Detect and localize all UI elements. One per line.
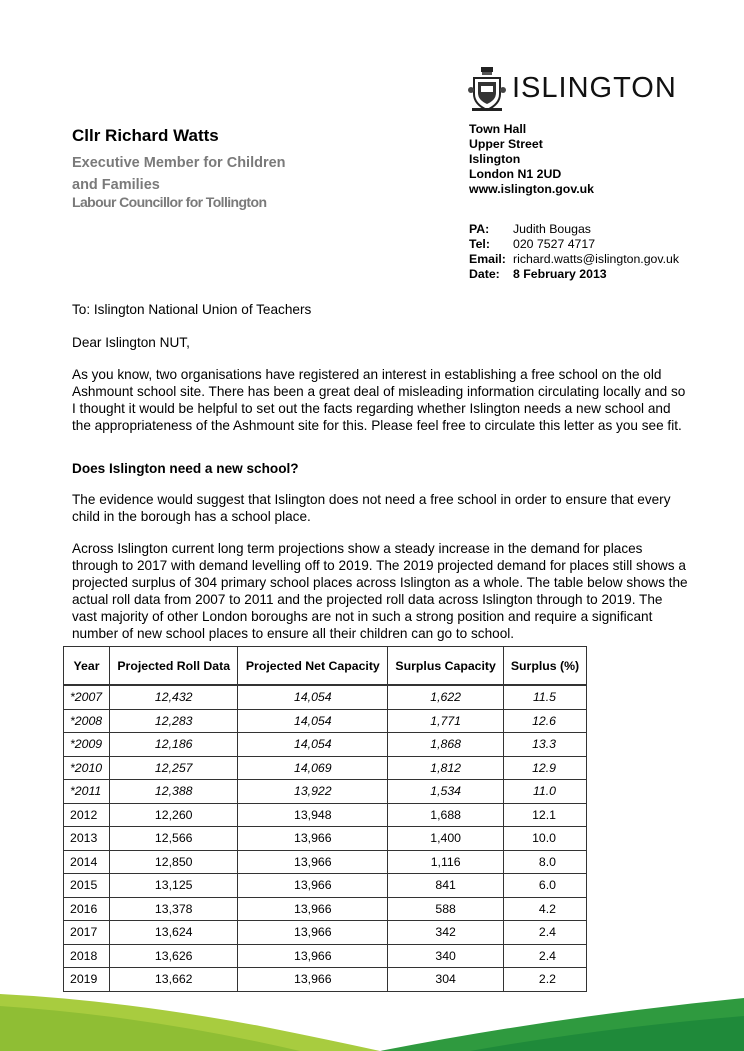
cell-capacity: 13,966 <box>238 897 388 921</box>
address-line: Upper Street <box>469 137 543 151</box>
column-header-surplus: Surplus Capacity <box>388 647 504 686</box>
cell-year: 2014 <box>64 850 110 874</box>
cell-roll: 13,378 <box>110 897 238 921</box>
column-header-year: Year <box>64 647 110 686</box>
contact-value: Judith Bougas <box>513 222 591 236</box>
cell-roll: 12,388 <box>110 780 238 804</box>
cell-roll: 13,624 <box>110 921 238 945</box>
contact-label: Email: <box>469 252 506 266</box>
cell-roll: 12,432 <box>110 685 238 709</box>
sender-role <box>72 152 372 196</box>
table-body <box>64 685 587 991</box>
cell-capacity: 14,069 <box>238 756 388 780</box>
cell-capacity: 13,966 <box>238 850 388 874</box>
contact-email <box>469 252 679 267</box>
table-row <box>64 850 587 874</box>
cell-roll: 13,662 <box>110 968 238 992</box>
cell-capacity: 13,966 <box>238 874 388 898</box>
contact-label: Tel: <box>469 237 490 251</box>
table-row <box>64 756 587 780</box>
cell-surplus-pct: 13.3 <box>504 733 587 757</box>
cell-roll: 12,566 <box>110 827 238 851</box>
cell-surplus-pct: 12.6 <box>504 709 587 733</box>
table-row <box>64 709 587 733</box>
cell-year: *2007 <box>64 685 110 709</box>
cell-year: *2010 <box>64 756 110 780</box>
cell-surplus: 841 <box>388 874 504 898</box>
contact-pa <box>469 222 679 237</box>
cell-year: 2012 <box>64 803 110 827</box>
contact-value: 020 7527 4717 <box>513 237 596 251</box>
table-row <box>64 780 587 804</box>
cell-surplus-pct: 11.0 <box>504 780 587 804</box>
table-row <box>64 803 587 827</box>
column-header-roll: Projected Roll Data <box>110 647 238 686</box>
cell-surplus: 1,116 <box>388 850 504 874</box>
letter-date: 8 February 2013 <box>513 267 607 281</box>
cell-surplus: 1,400 <box>388 827 504 851</box>
email-link[interactable]: richard.watts@islington.gov.uk <box>513 252 680 266</box>
cell-surplus: 1,868 <box>388 733 504 757</box>
table-header-row <box>64 647 587 686</box>
cell-year: 2013 <box>64 827 110 851</box>
cell-capacity: 13,966 <box>238 827 388 851</box>
column-header-surplus-pct: Surplus (%) <box>504 647 587 686</box>
cell-surplus: 342 <box>388 921 504 945</box>
cell-roll: 13,626 <box>110 944 238 968</box>
cell-surplus-pct: 12.1 <box>504 803 587 827</box>
column-header-capacity: Projected Net Capacity <box>238 647 388 686</box>
table-row <box>64 944 587 968</box>
cell-roll: 12,283 <box>110 709 238 733</box>
cell-capacity: 13,922 <box>238 780 388 804</box>
cell-surplus-pct: 2.4 <box>504 921 587 945</box>
cell-roll: 12,257 <box>110 756 238 780</box>
cell-year: 2019 <box>64 968 110 992</box>
cell-capacity: 13,966 <box>238 968 388 992</box>
website-link[interactable]: www.islington.gov.uk <box>469 182 595 196</box>
cell-surplus-pct: 11.5 <box>504 685 587 709</box>
table-row <box>64 874 587 898</box>
section-heading: Does Islington need a new school? <box>72 461 299 476</box>
contact-tel <box>469 237 679 252</box>
contact-details <box>469 222 679 282</box>
cell-surplus: 304 <box>388 968 504 992</box>
council-address <box>469 122 594 197</box>
contact-label: Date: <box>469 267 500 281</box>
cell-surplus-pct: 2.2 <box>504 968 587 992</box>
cell-year: 2017 <box>64 921 110 945</box>
cell-capacity: 13,966 <box>238 921 388 945</box>
paragraph-projections: Across Islington current long term projections show a steady increase in the demand for places through to 2017 with demand levelling off to 2019. The 2019 projected demand for places still shows a projected surplus of 304 primary school places across Islington as a whole. The table below shows the actual roll data from 2007 to 2011 and the projected roll data across Islington through to 2019. The vast majority of other London boroughs are not in such a strong position and require a significant number of new school places to ensure all their children can go to school. <box>72 541 688 641</box>
address-line: London N1 2UD <box>469 167 562 181</box>
cell-surplus: 1,812 <box>388 756 504 780</box>
cell-surplus-pct: 6.0 <box>504 874 587 898</box>
islington-crest-icon <box>468 66 506 112</box>
table-row <box>64 733 587 757</box>
cell-year: *2011 <box>64 780 110 804</box>
cell-surplus: 340 <box>388 944 504 968</box>
cell-surplus-pct: 4.2 <box>504 897 587 921</box>
cell-surplus: 588 <box>388 897 504 921</box>
footer-swoosh-graphic <box>0 976 744 1051</box>
contact-label: PA: <box>469 222 490 236</box>
sender-name: Cllr Richard Watts <box>72 126 219 145</box>
paragraph-intro: As you know, two organisations have registered an interest in establishing a free school on the old Ashmount school site. There has been a great deal of misleading information circulating locally and so I thought it would be helpful to set out the facts regarding whether Islington needs a new school and the appropriateness of the Ashmount site for this. Please feel free to circulate this letter as you see fit. <box>72 367 686 433</box>
cell-surplus: 1,771 <box>388 709 504 733</box>
cell-capacity: 14,054 <box>238 709 388 733</box>
table-row <box>64 827 587 851</box>
salutation: Dear Islington NUT, <box>72 335 190 350</box>
sender-role-line-1: Executive Member for Children <box>72 155 286 171</box>
cell-capacity: 13,966 <box>238 944 388 968</box>
cell-year: 2018 <box>64 944 110 968</box>
recipient-line: To: Islington National Union of Teachers <box>72 302 312 317</box>
cell-year: 2016 <box>64 897 110 921</box>
cell-surplus-pct: 8.0 <box>504 850 587 874</box>
cell-capacity: 13,948 <box>238 803 388 827</box>
sender-role-line-2: and Families <box>72 177 160 193</box>
contact-date <box>469 267 679 282</box>
school-places-table <box>63 646 587 992</box>
cell-year: *2009 <box>64 733 110 757</box>
sender-ward: Labour Councillor for Tollington <box>72 194 267 210</box>
address-line: Town Hall <box>469 122 527 136</box>
cell-roll: 12,260 <box>110 803 238 827</box>
cell-surplus-pct: 12.9 <box>504 756 587 780</box>
cell-surplus-pct: 10.0 <box>504 827 587 851</box>
cell-surplus-pct: 2.4 <box>504 944 587 968</box>
cell-capacity: 14,054 <box>238 733 388 757</box>
paragraph-evidence: The evidence would suggest that Islington does not need a free school in order to ensure that every child in the borough has a school place. <box>72 492 671 524</box>
islington-logo <box>468 66 698 112</box>
cell-surplus: 1,688 <box>388 803 504 827</box>
address-line: Islington <box>469 152 521 166</box>
logo-wordmark: ISLINGTON <box>512 72 677 104</box>
cell-roll: 12,850 <box>110 850 238 874</box>
cell-year: 2015 <box>64 874 110 898</box>
cell-surplus: 1,622 <box>388 685 504 709</box>
table-row <box>64 685 587 709</box>
table-row <box>64 921 587 945</box>
table-row <box>64 897 587 921</box>
cell-roll: 12,186 <box>110 733 238 757</box>
cell-roll: 13,125 <box>110 874 238 898</box>
cell-year: *2008 <box>64 709 110 733</box>
cell-capacity: 14,054 <box>238 685 388 709</box>
cell-surplus: 1,534 <box>388 780 504 804</box>
